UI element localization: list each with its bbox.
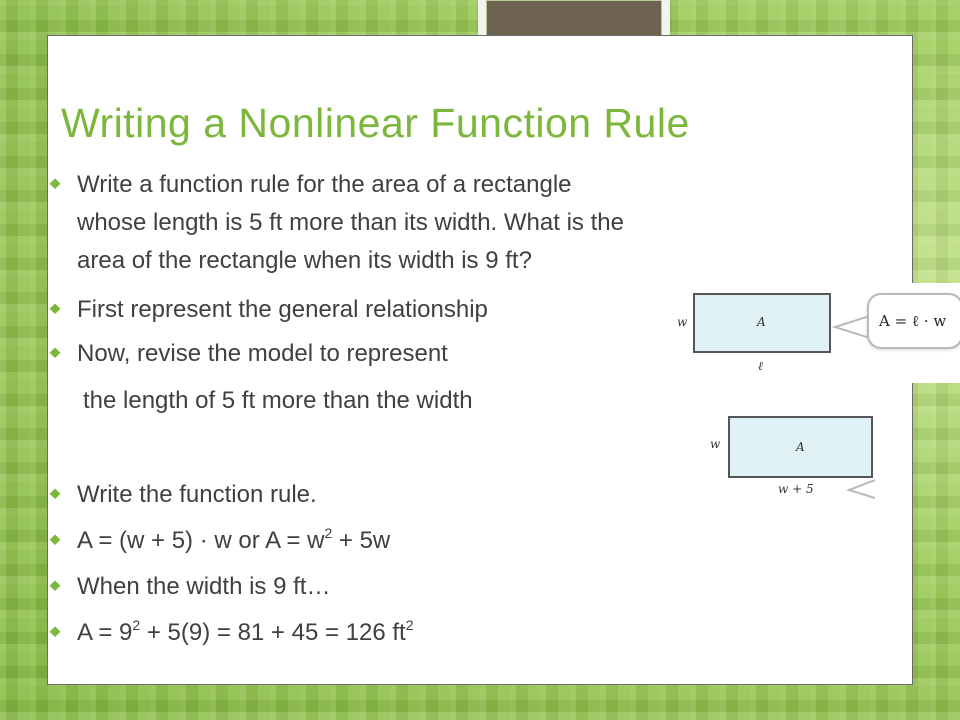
bullet-5-equation: ⯁ A = (w + 5) · w or $A = w^2 + 5w$: [49, 523, 390, 560]
figure-general-rectangle: [665, 283, 960, 383]
bullet-icon: ⯁: [49, 346, 62, 363]
bullet-2: ⯁ First represent the general relationship: [49, 292, 488, 329]
figure2-rectangle: [728, 416, 873, 478]
figure1-rectangle: [693, 293, 831, 353]
bullet-4: ⯁ Write the function rule.: [49, 477, 317, 514]
figure2-length-label: w + 5: [778, 482, 814, 496]
figure-revised-rectangle: [700, 410, 875, 510]
bullet-3-line-2: the length of 5 ft more than the width: [83, 387, 473, 414]
bullet-1-line-1: ⯁ Write a function rule for the area of a rectangle: [49, 167, 572, 204]
formula-callout: [867, 293, 960, 349]
bullet-icon: ⯁: [49, 177, 62, 194]
bullet-icon: ⯁: [49, 625, 62, 642]
figure2-width-label: w: [710, 437, 721, 451]
bullet-icon: ⯁: [49, 487, 62, 504]
callout-formula: A = ℓ · w: [879, 312, 947, 330]
bullet-icon: ⯁: [49, 533, 62, 550]
bullet-7-calculation: ⯁ $A = 9^2 + 5(9) = 81 + 45 = 126$ $ft^2$: [49, 615, 414, 652]
bullet-3-line-1: ⯁ Now, revise the model to represent: [49, 336, 448, 373]
bullet-icon: ⯁: [49, 302, 62, 319]
bullet-1-line-3: area of the rectangle when its width is 9 ft?: [77, 247, 532, 274]
callout-pointer-icon: [845, 476, 875, 502]
bullet-6: ⯁ When the width is 9 ft…: [49, 569, 330, 606]
slide-title: Writing a Nonlinear Function Rule: [61, 100, 690, 146]
bullet-1-line-2: whose length is 5 ft more than its width. What is the: [77, 209, 624, 236]
figure1-width-label: w: [677, 315, 688, 329]
figure1-length-label: ℓ: [758, 359, 763, 373]
figure1-area-label: A: [757, 315, 766, 329]
bullet-icon: ⯁: [49, 579, 62, 596]
figure2-area-label: A: [796, 440, 805, 454]
